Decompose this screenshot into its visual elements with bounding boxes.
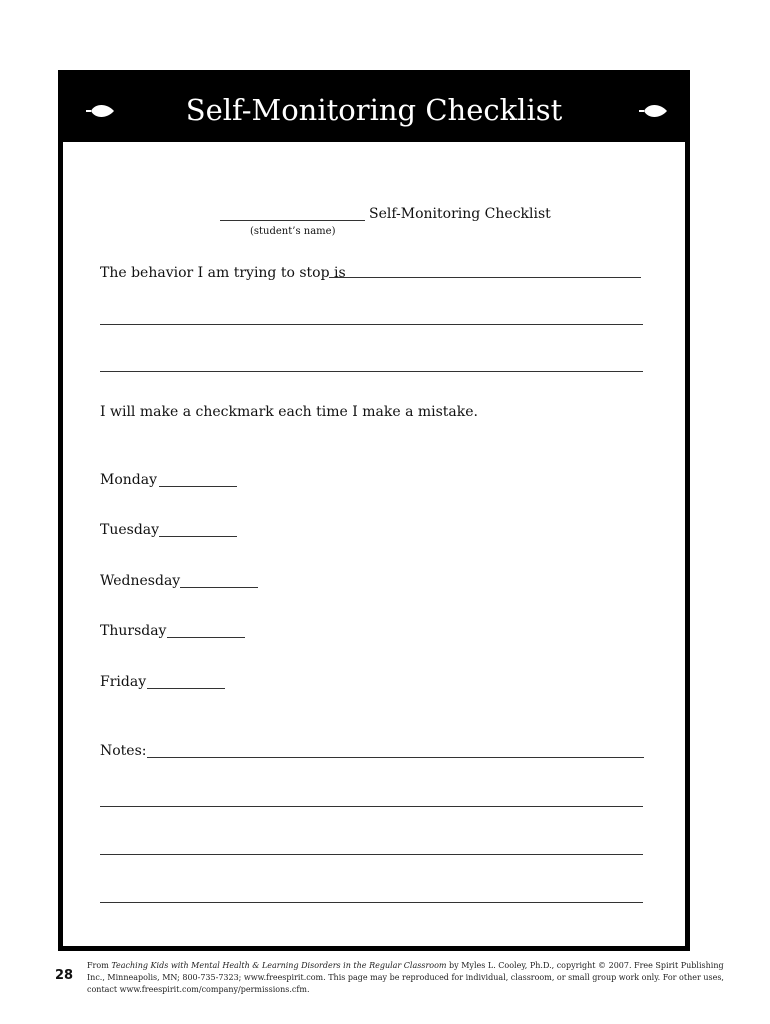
day-label-wednesday: Wednesday	[100, 573, 181, 589]
page-number: 28	[55, 968, 74, 983]
footer-line-1: From Teaching Kids with Mental Health & Learning Disorders in the Regular Classroom by Myles L. Cooley, Ph.D., copyright © 2007. Free Spirit Publishing	[87, 961, 724, 970]
instruction-text: I will make a checkmark each time I make a mistake.	[100, 404, 478, 420]
day-label-tuesday: Tuesday	[100, 522, 160, 538]
notes-field[interactable]	[147, 757, 644, 758]
leaf-icon	[638, 102, 668, 120]
page-title: Self-Monitoring Checklist	[185, 93, 563, 127]
book-title: Teaching Kids with Mental Health & Learning Disorders in the Regular Classroom	[111, 961, 447, 970]
day-label-monday: Monday	[100, 472, 157, 488]
footer-line-3: contact www.freespirit.com/company/permissions.cfm.	[87, 985, 310, 994]
friday-field[interactable]	[147, 688, 225, 689]
behavior-field-line[interactable]	[100, 371, 643, 372]
tuesday-field[interactable]	[159, 536, 237, 537]
checklist-subtitle: Self-Monitoring Checklist	[369, 206, 551, 222]
title-banner	[63, 75, 685, 142]
behavior-field-line[interactable]	[100, 324, 643, 325]
day-label-friday: Friday	[100, 674, 147, 690]
day-label-thursday: Thursday	[100, 623, 167, 639]
notes-label: Notes:	[100, 743, 147, 759]
behavior-field[interactable]	[329, 277, 641, 278]
student-name-field[interactable]	[220, 220, 365, 221]
copyright-footer	[87, 960, 724, 996]
wednesday-field[interactable]	[180, 587, 258, 588]
behavior-prompt: The behavior I am trying to stop is	[100, 265, 346, 281]
footer-line-2: Inc., Minneapolis, MN; 800-735-7323; www.freespirit.com. This page may be reproduced for individual, classroom, or small group work only. For other uses,	[87, 973, 724, 982]
thursday-field[interactable]	[167, 637, 245, 638]
notes-field-line[interactable]	[100, 806, 643, 807]
student-name-caption: (student’s name)	[250, 226, 336, 237]
worksheet-frame	[58, 70, 690, 951]
notes-field-line[interactable]	[100, 854, 643, 855]
monday-field[interactable]	[159, 486, 237, 487]
notes-field-line[interactable]	[100, 902, 643, 903]
